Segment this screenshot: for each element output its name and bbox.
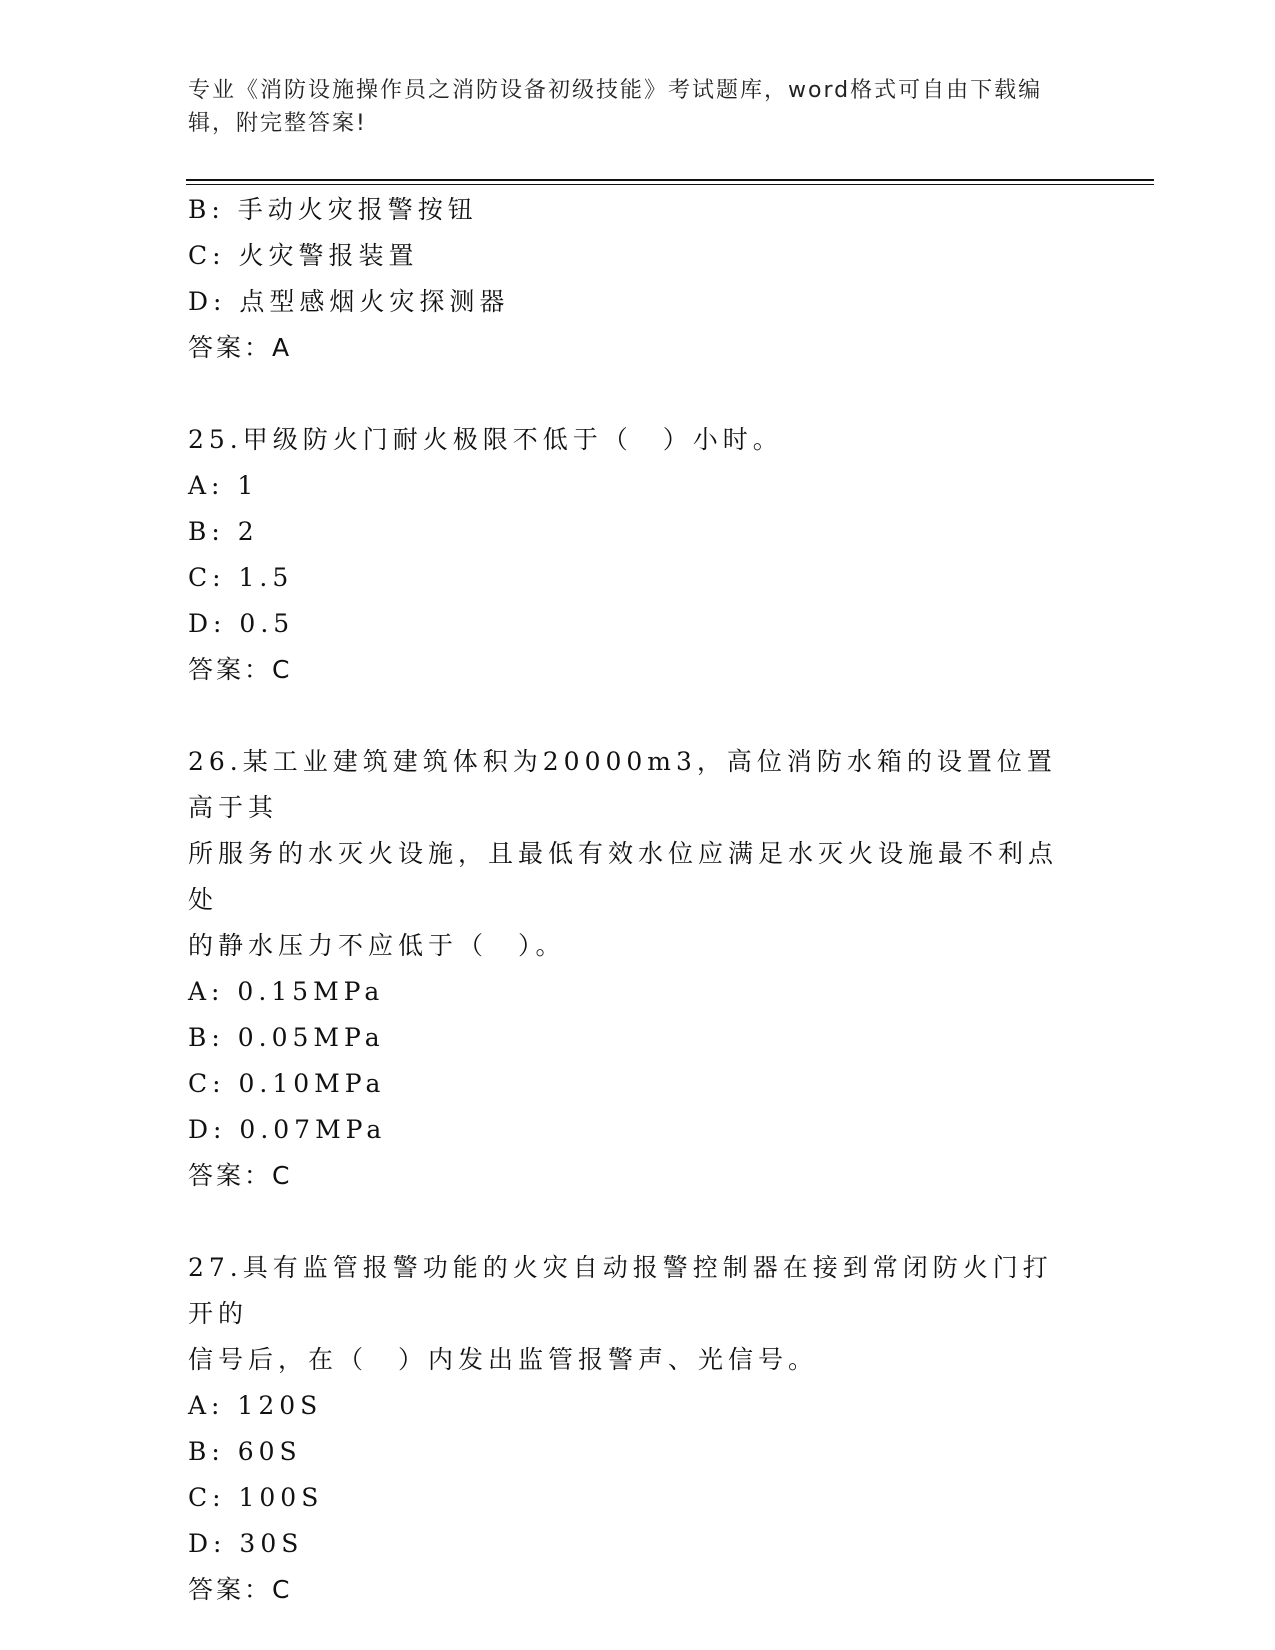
option-b: B: 0.05MPa <box>188 1023 385 1052</box>
option-c: C: 火灾警报装置 <box>188 241 419 270</box>
page-header <box>188 74 1068 140</box>
question-27 <box>188 1245 1078 1613</box>
question-list <box>188 187 1078 1613</box>
question-stem: 26.某工业建筑建筑体积为20000m3，高位消防水箱的设置位置高于其 所服务的水灭火设施，且最低有效水位应满足水灭火设施最不利点处 的静水压力不应低于（ ）。 <box>188 747 1059 960</box>
option-d: D: 0.5 <box>188 609 295 638</box>
option-a: A: 120S <box>188 1391 323 1420</box>
option-b: B: 60S <box>188 1437 302 1466</box>
header-title: 专业《消防设施操作员之消防设备初级技能》考试题库，word格式可自由下载编 辑，附完整答案! <box>188 78 1043 136</box>
option-c: C: 100S <box>188 1483 324 1512</box>
question-continued <box>188 187 1078 371</box>
option-d: D: 30S <box>188 1529 304 1558</box>
answer-line: 答案：C <box>188 1575 293 1604</box>
answer-line: 答案：A <box>188 333 293 362</box>
header-divider-thin <box>186 184 1154 185</box>
answer-line: 答案：C <box>188 655 293 684</box>
option-b: B: 手动火灾报警按钮 <box>188 195 478 224</box>
question-26 <box>188 739 1078 1199</box>
option-c: C: 1.5 <box>188 563 294 592</box>
question-stem: 25.甲级防火门耐火极限不低于（ ）小时。 <box>188 425 783 454</box>
answer-line: 答案：C <box>188 1161 293 1190</box>
option-a: A: 0.15MPa <box>188 977 385 1006</box>
option-b: B: 2 <box>188 517 259 546</box>
question-stem: 27.具有监管报警功能的火灾自动报警控制器在接到常闭防火门打开的 信号后，在（ ）内发出监管报警声、光信号。 <box>188 1253 1053 1374</box>
question-25 <box>188 417 1078 693</box>
header-divider <box>186 179 1154 181</box>
option-a: A: 1 <box>188 471 259 500</box>
option-d: D: 点型感烟火灾探测器 <box>188 287 510 316</box>
option-d: D: 0.07MPa <box>188 1115 387 1144</box>
option-c: C: 0.10MPa <box>188 1069 386 1098</box>
